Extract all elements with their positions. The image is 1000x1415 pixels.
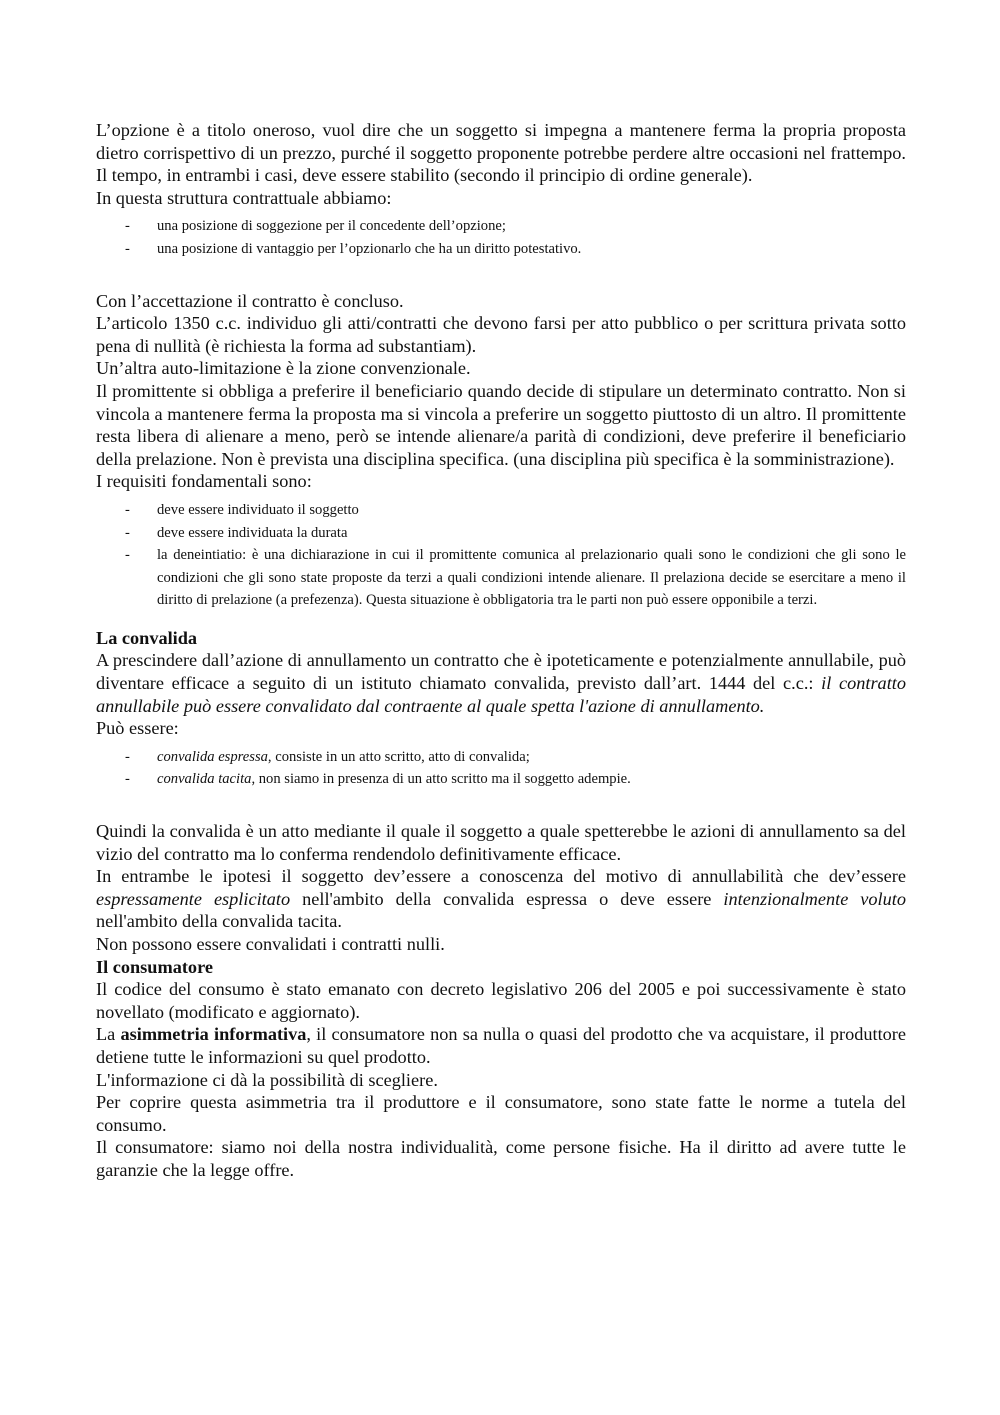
- list-posizioni: [96, 215, 906, 260]
- dash-bullet: -: [125, 240, 130, 257]
- dash-bullet: -: [125, 524, 130, 541]
- paragraph-informazione: L'informazione ci dà la possibilità di scegliere.: [96, 1069, 438, 1090]
- list-item: - deve essere individuata la durata: [96, 522, 906, 545]
- list-convalida-tipi: [96, 746, 906, 791]
- paragraph-tutela: Per coprire questa asimmetria tra il produttore e il consumatore, sono state fatte le norme a tutela del consumo.: [96, 1092, 906, 1135]
- paragraph-quindi-convalida: Quindi la convalida è un atto mediante il quale il soggetto a quale spetterebbe le azioni di annullamento sa del vizio del contratto ma lo conferma rendendolo definitivamente efficace.: [96, 821, 906, 864]
- paragraph-opzione: L’opzione è a titolo oneroso, vuol dire che un soggetto si impegna a mantenere ferma la propria proposta dietro corrispettivo di un prezzo, purché il soggetto proponente potrebbe perdere altre occasioni nel frattempo. Il tempo, in entrambi i casi, deve essere stabilito (secondo il principio di ordine generale).: [96, 120, 906, 186]
- dash-bullet: -: [125, 218, 130, 235]
- paragraph-asimmetria: La asimmetria informativa, il consumatore non sa nulla o quasi del prodotto che va acquistare, il produttore detiene tutte le informazioni su quel prodotto.: [96, 1024, 906, 1067]
- paragraph-puo-essere: Può essere:: [96, 718, 179, 739]
- dash-bullet: -: [125, 748, 130, 765]
- paragraph-struttura: In questa struttura contrattuale abbiamo:: [96, 187, 392, 208]
- list-requisiti: [96, 499, 906, 612]
- dash-bullet: -: [125, 771, 130, 788]
- heading-consumatore: Il consumatore: [96, 956, 213, 977]
- paragraph-accettazione: Con l’accettazione il contratto è concluso.: [96, 290, 404, 311]
- paragraph-convalida-intro: A prescindere dall’azione di annullamento un contratto che è ipoteticamente e potenzialmente annullabile, può diventare efficace a seguito di un istituto chiamato convalida, previsto dall’art. 1444 del c.c.: il contratto annullabile può essere convalidato dal contraente al quale spetta l'azione di annullamento.: [96, 650, 906, 716]
- dash-bullet: -: [125, 547, 130, 564]
- paragraph-auto-limitazione: Un’altra auto-limitazione è la zione convenzionale.: [96, 358, 471, 379]
- paragraph-contratti-nulli: Non possono essere convalidati i contratti nulli.: [96, 934, 445, 954]
- list-item: - convalida espressa, consiste in un atto scritto, atto di convalida;: [96, 746, 906, 769]
- paragraph-articolo-1350: L’articolo 1350 c.c. individuo gli atti/contratti che devono farsi per atto pubblico o per scrittura privata sotto pena di nullità (è richiesta la forma ad substantiam).: [96, 313, 906, 356]
- paragraph-promittente: Il promittente si obbliga a preferire il beneficiario quando decide di stipulare un determinato contratto. Non si vincola a mantenere ferma la proposta ma si vincola a preferire un soggetto piuttosto di un altro. Il promittente resta libera di alienare a meno, però se intende alienare/a parità di condizioni, deve preferire il beneficiario della prelazione. Non è prevista una disciplina specifica. (una disciplina più specifica è la somministrazione).: [96, 380, 906, 469]
- list-item: - convalida tacita, non siamo in presenza di un atto scritto ma il soggetto adempie.: [96, 768, 906, 791]
- list-item: - deve essere individuato il soggetto: [96, 499, 906, 522]
- document-page: [96, 119, 906, 1182]
- list-item: - una posizione di soggezione per il concedente dell’opzione;: [96, 215, 906, 238]
- paragraph-codice-consumo: Il codice del consumo è stato emanato con decreto legislativo 206 del 2005 e poi successivamente è stato novellato (modificato e aggiornato).: [96, 979, 906, 1022]
- paragraph-ipotesi: In entrambe le ipotesi il soggetto dev’essere a conoscenza del motivo di annullabilità che dev’essere espressamente esplicitato nell'ambito della convalida espressa o deve essere intenzionalmente voluto nell'ambito della convalida tacita.: [96, 866, 906, 932]
- heading-convalida: La convalida: [96, 627, 198, 648]
- list-item: - la deneintiatio: è una dichiarazione in cui il promittente comunica al prelazionario quali sono le condizioni che gli sono le condizioni che gli sono state proposte da terzi a quali condizioni intende alienare. Il prelaziona decide se esercitare a meno il diritto di prelazione (a prefezenza). Questa situazione è obbligatoria tra le parti non può essere opponibile a terzi.: [96, 544, 906, 612]
- paragraph-consumatore-def: Il consumatore: siamo noi della nostra individualità, come persone fisiche. Ha il diritto ad avere tutte le garanzie che la legge offre.: [96, 1137, 906, 1180]
- dash-bullet: -: [125, 501, 130, 518]
- paragraph-requisiti: I requisiti fondamentali sono:: [96, 471, 312, 492]
- list-item: - una posizione di vantaggio per l’opzionarlo che ha un diritto potestativo.: [96, 238, 906, 261]
